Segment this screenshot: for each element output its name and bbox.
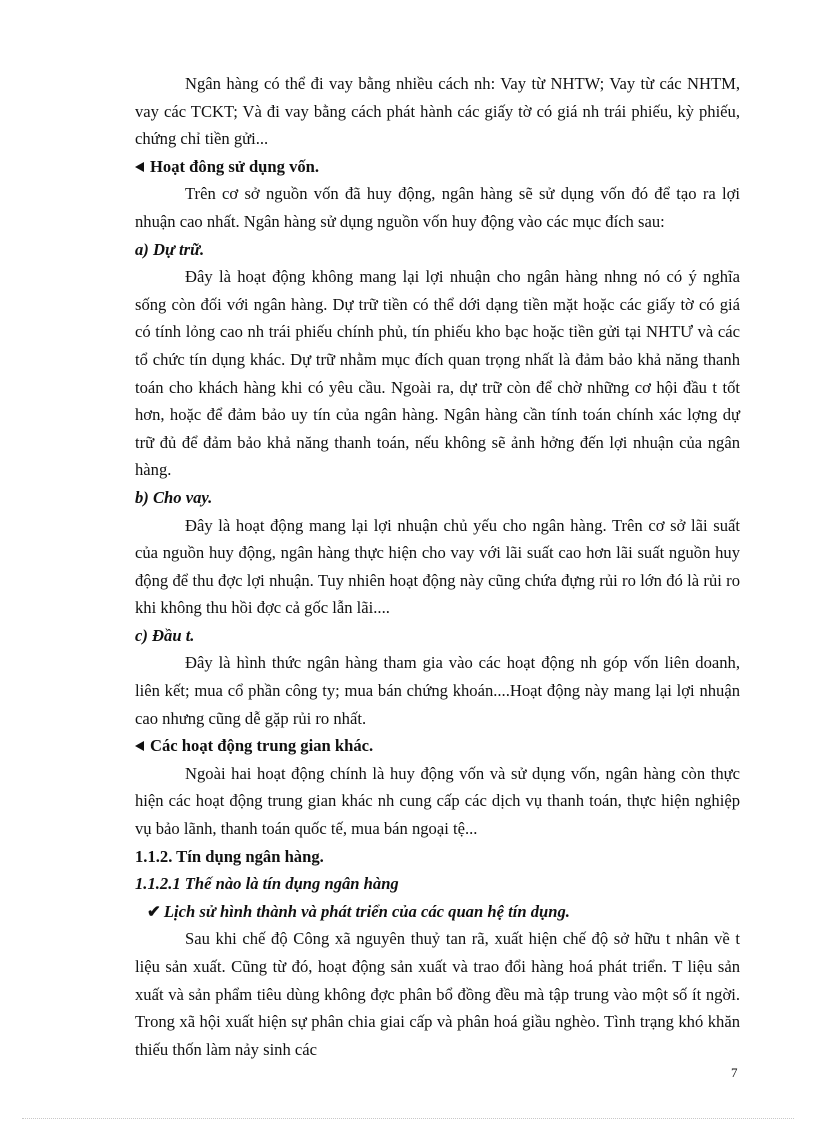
- paragraph-reserve: Đây là hoạt động không mang lại lợi nhuận cho ngân hàng nhng nó có ý nghĩa sống còn đối với ngân hàng. Dự trữ tiền có thể dới dạng tiền mặt hoặc các giấy tờ có giá có tính lỏng cao nh trái phiếu chính phủ, tín phiếu kho bạc hoặc tiền gửi tại NHTƯ và các tổ chức tín dụng khác. Dự trữ nhằm mục đích quan trọng nhất là đảm bảo khả năng thanh toán cho khách hàng khi có yêu cầu. Ngoài ra, dự trữ còn để chờ những cơ hội đầu t tốt hơn, hoặc để đảm bảo uy tín của ngân hàng. Ngân hàng cần tính toán chính xác lợng dự trữ đủ để đảm bảo khả năng thanh toán, nếu không sẽ ảnh hởng đến lợi nhuận của ngân hàng.: [135, 267, 740, 480]
- heading-what-is-bank-credit: 1.1.2.1 Thế nào là tín dụng ngân hàng: [135, 874, 399, 894]
- heading-use-capital: [135, 153, 740, 181]
- heading-other-activities: [135, 732, 740, 760]
- paragraph-credit-history: Sau khi chế độ Công xã nguyên thuỷ tan rã, xuất hiện chế độ sở hữu t nhân về t liệu sản xuất. Cũng từ đó, hoạt động sản xuất và trao đổi hàng hoá phát triển. T liệu sản xuất và sản phẩm tiêu dùng không đợc phân bổ đồng đều mà tập trung vào một số ít ngời. Trong xã hội xuất hiện sự phân chia giai cấp và phân hoá giầu nghèo. Tình trạng khó khăn thiếu thốn làm nảy sinh các: [135, 929, 740, 1059]
- page-number: 7: [731, 1065, 738, 1080]
- triangle-bullet-icon: [135, 741, 144, 751]
- heading-credit-history-text: Lịch sử hình thành và phát triển của các quan hệ tín dụng.: [163, 901, 570, 921]
- paragraph-borrowing: Ngân hàng có thể đi vay bằng nhiều cách nh: Vay từ NHTW; Vay từ các NHTM, vay các TCKT; Và đi vay bằng cách phát hành các giấy tờ có giá nh trái phiếu, kỳ phiếu, chứng chỉ tiền gửi...: [135, 74, 740, 149]
- paragraph-investment: Đây là hình thức ngân hàng tham gia vào các hoạt động nh góp vốn liên doanh, liên kết; mua cổ phần công ty; mua bán chứng khoán....Hoạt động này mang lại lợi nhuận cao nhưng cũng dễ gặp rủi ro nhất.: [135, 653, 740, 728]
- paragraph-use-capital: Trên cơ sở nguồn vốn đã huy động, ngân hàng sẽ sử dụng vốn đó để tạo ra lợi nhuận cao nhất. Ngân hàng sử dụng nguồn vốn huy động vào các mục đích sau:: [135, 184, 740, 231]
- triangle-bullet-icon: [135, 162, 144, 172]
- subheading-investment: c) Đầu t.: [135, 625, 195, 645]
- page-bottom-divider: [22, 1118, 794, 1119]
- paragraph-other-activities: Ngoài hai hoạt động chính là huy động vốn và sử dụng vốn, ngân hàng còn thực hiện các hoạt động trung gian khác nh cung cấp các dịch vụ thanh toán, thực hiện nghiệp vụ bảo lãnh, thanh toán quốc tế, mua bán ngoại tệ...: [135, 763, 740, 839]
- checkmark-icon: ✔: [147, 901, 161, 921]
- subheading-reserve: a) Dự trữ.: [135, 239, 205, 259]
- subheading-lending: b) Cho vay.: [135, 487, 213, 507]
- document-page: [135, 70, 740, 1063]
- paragraph-lending: Đây là hoạt động mang lại lợi nhuận chủ yếu cho ngân hàng. Trên cơ sở lãi suất của nguồn huy động, ngân hàng thực hiện cho vay với lãi suất cao hơn lãi suất nguồn huy động để thu đợc lợi nhuận. Tuy nhiên hoạt động này cũng chứa đựng rủi ro lớn đó là rủi ro khi không thu hồi đợc cả gốc lẫn lãi....: [135, 515, 740, 618]
- heading-credit-history: [135, 898, 740, 926]
- heading-use-capital-text: Hoạt đông sử dụng vốn.: [150, 156, 320, 176]
- heading-bank-credit: 1.1.2. Tín dụng ngân hàng.: [135, 846, 324, 866]
- heading-other-activities-text: Các hoạt động trung gian khác.: [150, 736, 374, 756]
